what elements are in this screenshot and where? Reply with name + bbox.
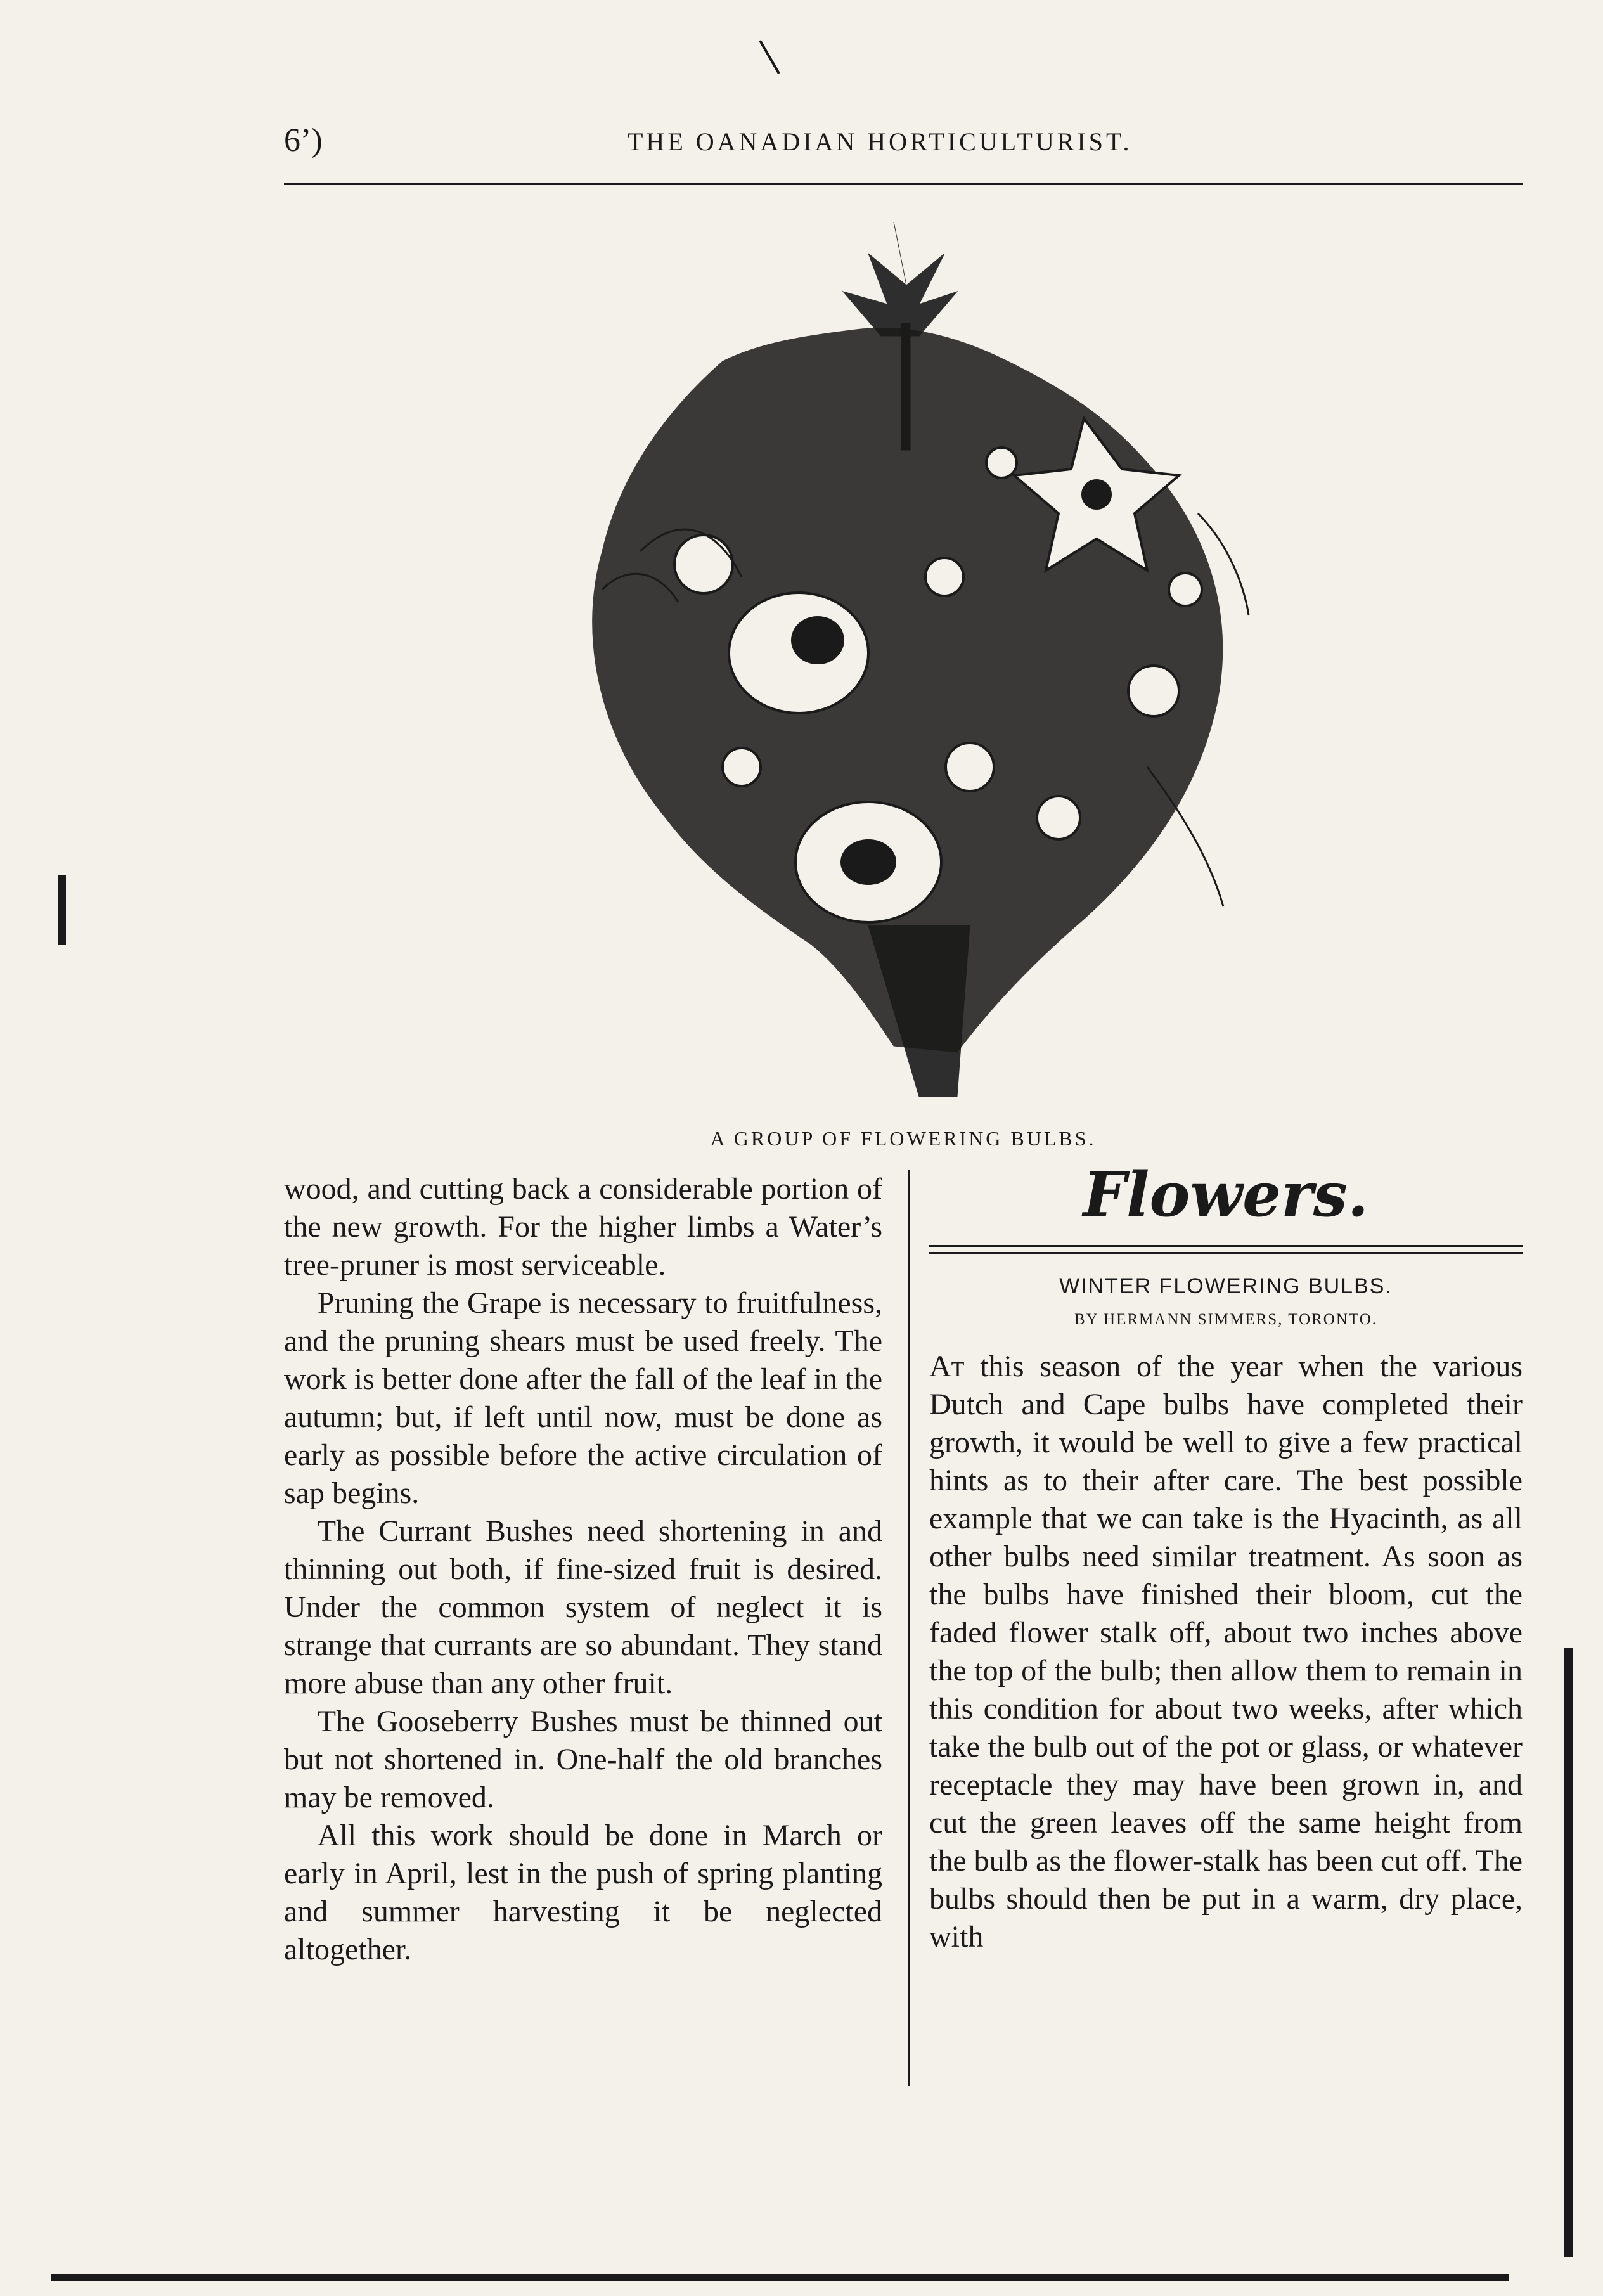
- paragraph: The Currant Bushes need shortening in and thinning out both, if fine-sized fruit is desired. Under the common system of neglect it is strange that currants are so abundant. They stand more abuse than any other fruit.: [284, 1514, 882, 1700]
- page-number: 6’): [284, 122, 323, 158]
- margin-mark: [759, 40, 780, 74]
- column-divider: [908, 1170, 910, 2086]
- left-column: [284, 1170, 882, 1969]
- heading-rule: [929, 1245, 1523, 1254]
- body-text: this season of the year when the various Dutch and Cape bulbs have completed their growth, it would be well to give a few practical hints as to their after care. The best possible example that we can take is the Hyacinth, as all other bulbs need similar treatment. As soon as the bulbs have finished their bloom, cut the faded flower stalk off, about two inches above the top of the bulb; then allow them to remain in this condition for about two weeks, after which take the bulb out of the pot or glass, or whatever receptacle they may have been grown in, and cut the green leaves off the same height from the bulb as the flower-stalk has been cut off. The bulbs should then be put in a warm, dry place, with: [929, 1350, 1523, 1954]
- running-head: THE OANADIAN HORTICULTURIST.: [628, 127, 1133, 156]
- figure-caption: A GROUP OF FLOWERING BULBS.: [710, 1127, 1097, 1150]
- header-rule: [284, 183, 1523, 185]
- scan-edge-bar: [1564, 1648, 1573, 2257]
- lead-words: At: [929, 1350, 965, 1383]
- scan-bottom-bar: [51, 2274, 1509, 2281]
- article-body: [929, 1348, 1523, 1956]
- article-title: WINTER FLOWERING BULBS.: [1059, 1274, 1393, 1298]
- right-column: [929, 1160, 1523, 1956]
- paragraph: wood, and cutting back a considerable portion of the new growth. For the higher limbs a Water’s tree-pruner is most serviceable.: [284, 1172, 882, 1282]
- margin-mark: [58, 875, 66, 945]
- section-heading: Flowers.: [1083, 1159, 1369, 1230]
- paragraph: Pruning the Grape is necessary to fruitfulness, and the pruning shears must be used freely. The work is better done after the fall of the leaf in the autumn; but, if left until now, must be done as early as possible before the active circulation of sap begins.: [284, 1286, 882, 1510]
- paragraph: All this work should be done in March or early in April, lest in the push of spring planting and summer harvesting it be neglected altogether.: [284, 1819, 882, 1966]
- paragraph: The Gooseberry Bushes must be thinned out but not shortened in. One-half the old branches may be removed.: [284, 1705, 882, 1814]
- byline: BY HERMANN SIMMERS, TORONTO.: [1074, 1311, 1378, 1328]
- flower-bouquet-illustration: [513, 197, 1312, 1116]
